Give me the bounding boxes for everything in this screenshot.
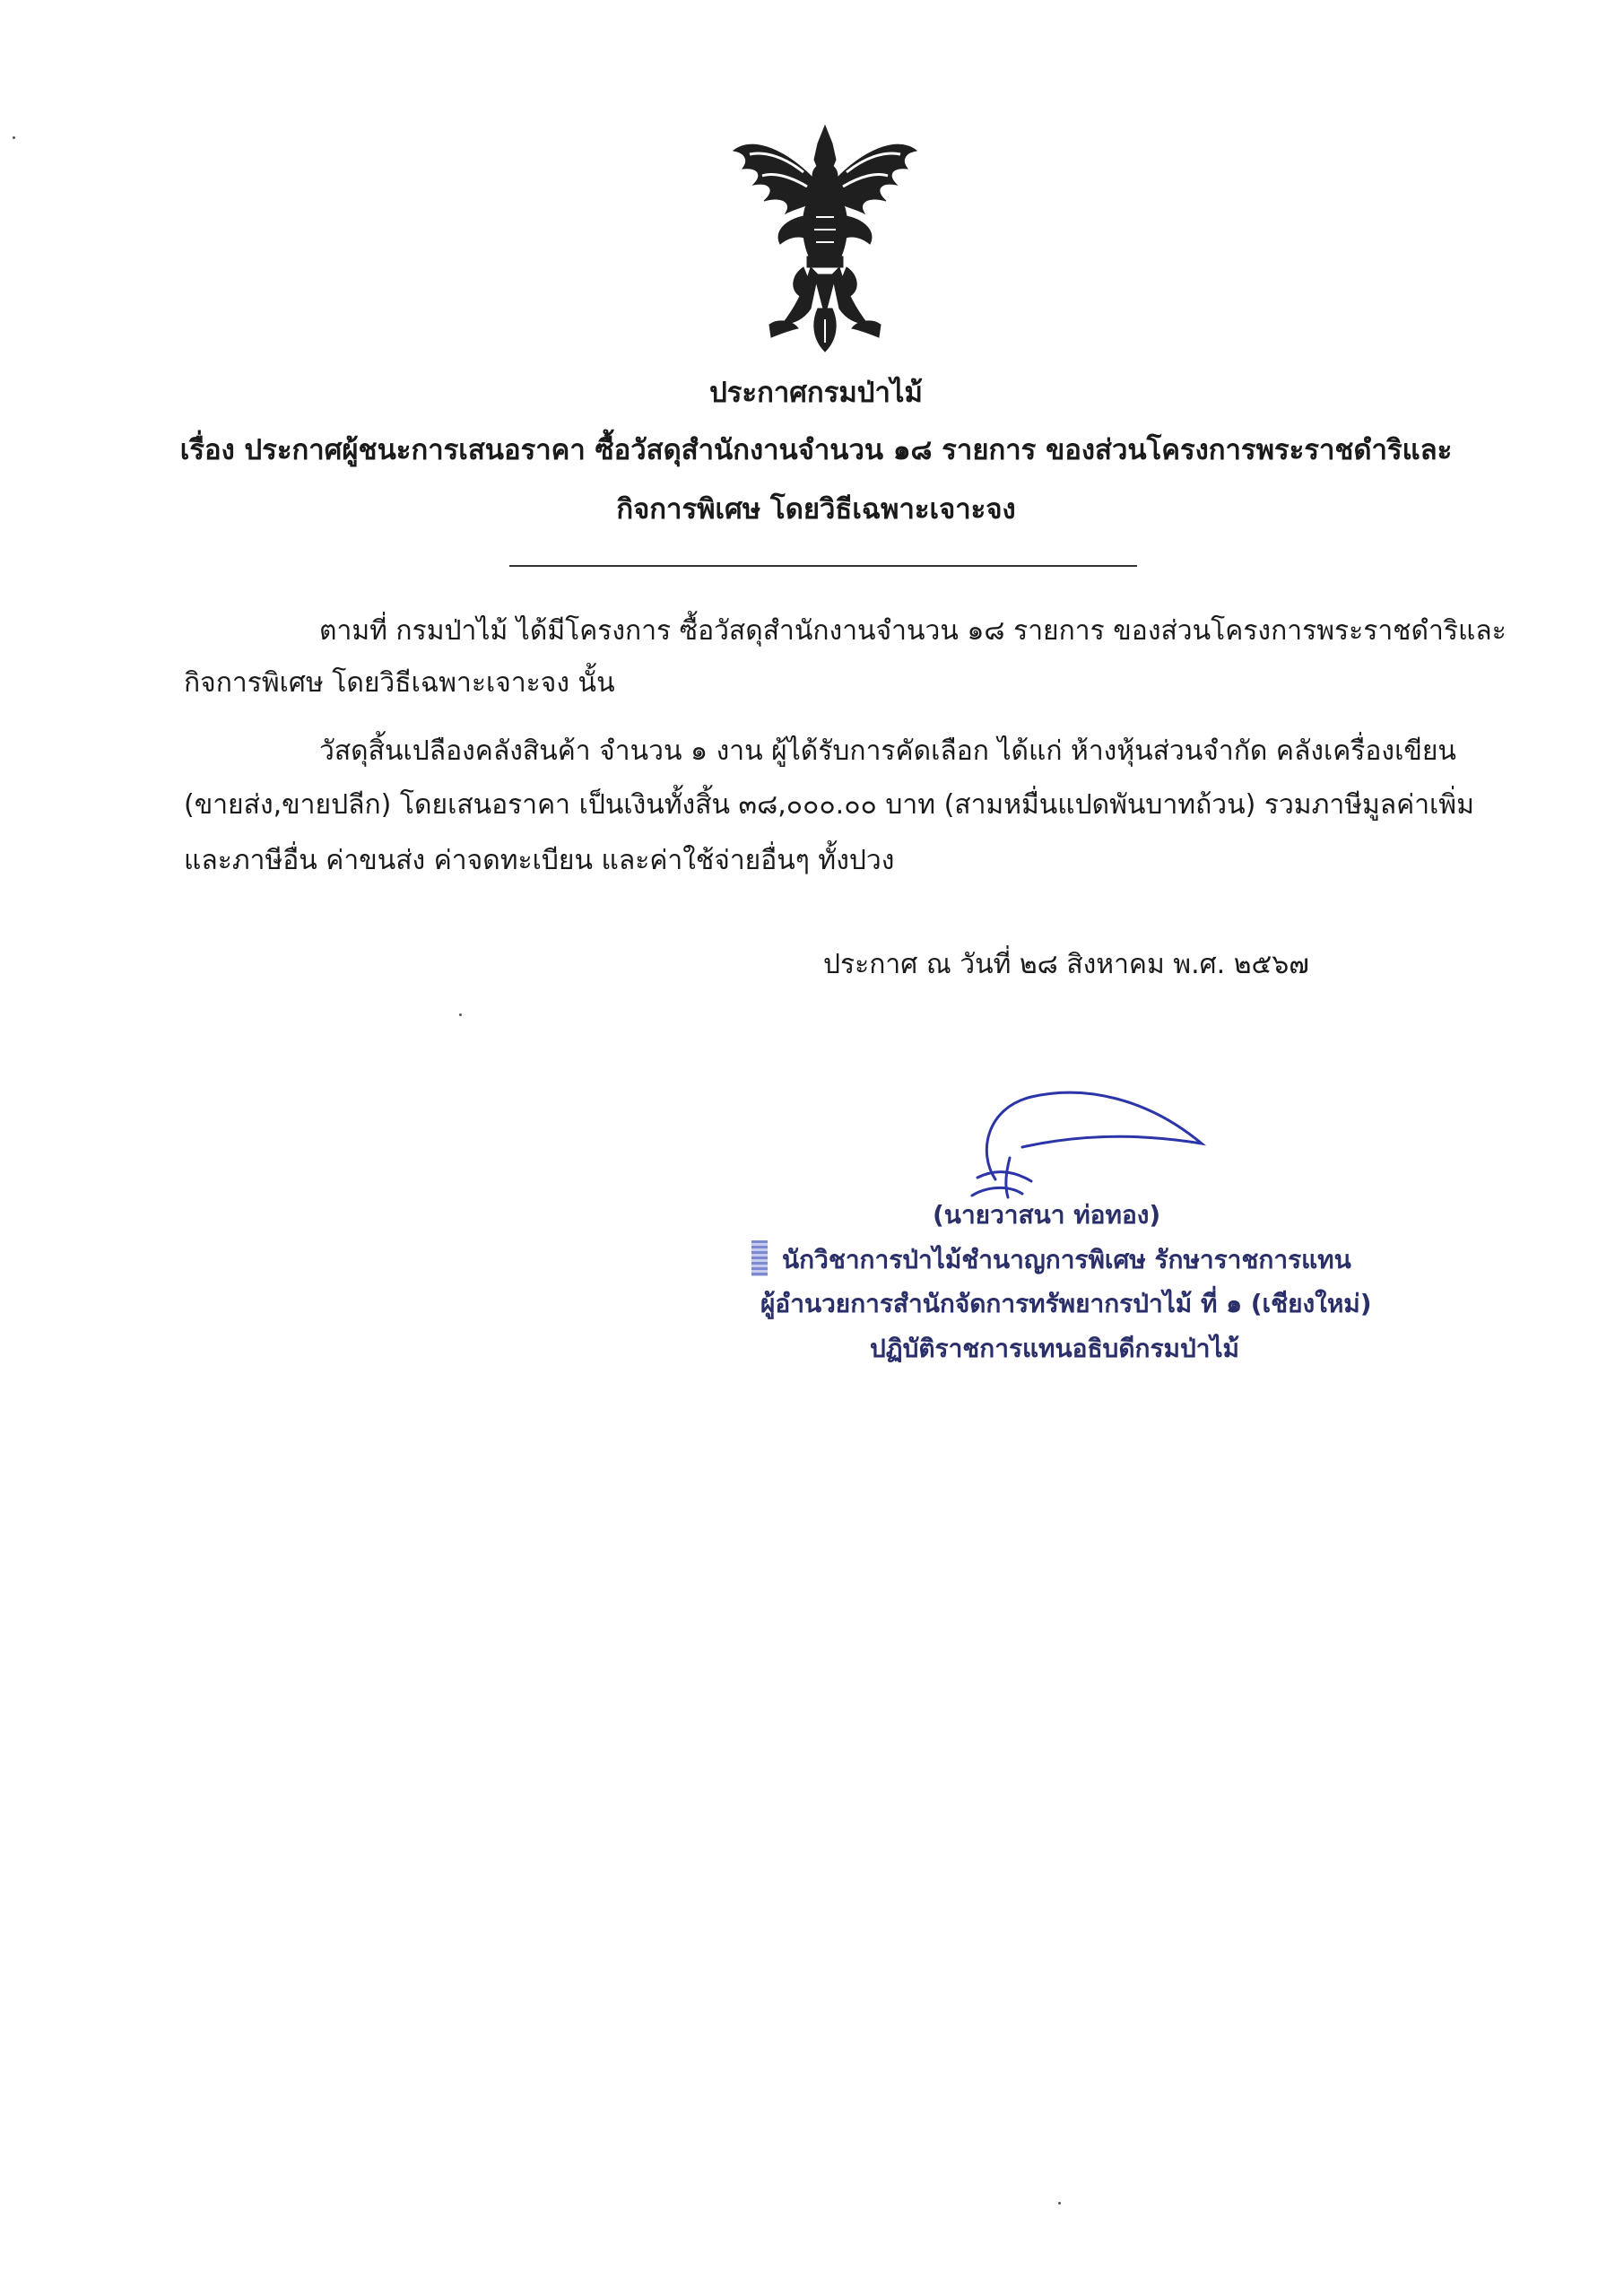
document-title: ประกาศกรมป่าไม้ (709, 377, 923, 409)
scan-speck (1058, 2202, 1061, 2205)
signatory-position-1: นักวิชาการป่าไม้ชำนาญการพิเศษ รักษาราชการแทน (782, 1245, 1351, 1274)
subject-line-1: เรื่อง ประกาศผู้ชนะการเสนอราคา ซื้อวัสดุสำนักงานจำนวน ๑๘ รายการ ของส่วนโครงการพระราชดำริและ (179, 434, 1453, 466)
stamp-mark (751, 1240, 768, 1276)
signatory-position-2: ผู้อำนวยการสำนักจัดการทรัพยากรป่าไม้ ที่ ๑ (เชียงใหม่) (760, 1289, 1372, 1318)
announcement-date: ประกาศ ณ วันที่ ๒๘ สิงหาคม พ.ศ. ๒๕๖๗ (823, 949, 1309, 980)
header-divider (509, 565, 1137, 567)
paragraph-1-line-1: ตามที่ กรมป่าไม้ ได้มีโครงการ ซื้อวัสดุสำนักงานจำนวน ๑๘ รายการ ของส่วนโครงการพระราชดำริและ (319, 615, 1507, 647)
paragraph-2-line-3: และภาษีอื่น ค่าขนส่ง ค่าจดทะเบียน และค่าใช้จ่ายอื่นๆ ทั้งปวง (184, 845, 895, 876)
paragraph-2-line-2: (ขายส่ง,ขายปลีก) โดยเสนอราคา เป็นเงินทั้งสิ้น ๓๘,๐๐๐.๐๐ บาท (สามหมื่นแปดพันบาทถ้วน) รวมภาษีมูลค่าเพิ่ม (184, 789, 1474, 821)
paragraph-2-line-1: วัสดุสิ้นเปลืองคลังสินค้า จำนวน ๑ งาน ผู้ได้รับการคัดเลือก ได้แก่ ห้างหุ้นส่วนจำกัด คลังเครื่องเขียน (319, 735, 1456, 767)
signatory-name: (นายวาสนา ท่อทอง) (933, 1200, 1161, 1230)
subject-line-2: กิจการพิเศษ โดยวิธีเฉพาะเจาะจง (616, 493, 1016, 526)
garuda-emblem-icon (717, 117, 933, 359)
scan-speck (13, 136, 15, 139)
signatory-position-3: ปฏิบัติราชการแทนอธิบดีกรมป่าไม้ (870, 1334, 1240, 1363)
scan-speck (459, 1013, 462, 1016)
paragraph-1-line-2: กิจการพิเศษ โดยวิธีเฉพาะเจาะจง นั้น (184, 667, 615, 699)
